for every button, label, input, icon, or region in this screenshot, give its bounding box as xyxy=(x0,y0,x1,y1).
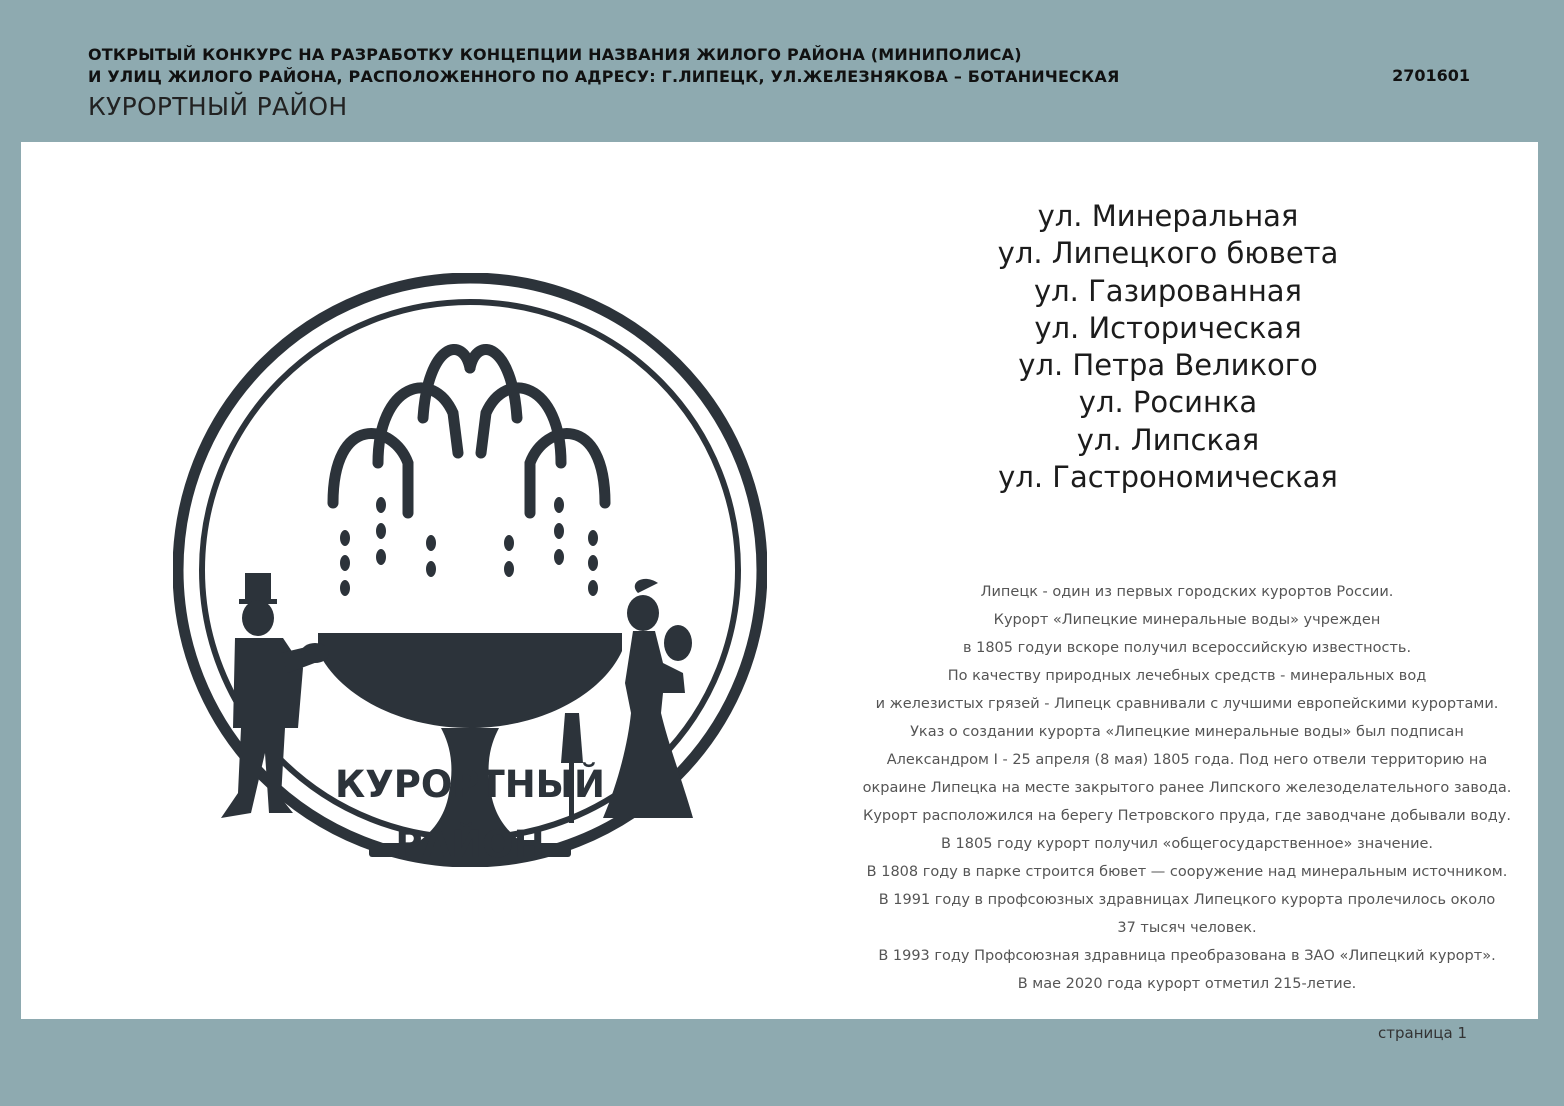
street-name: ул. Липская xyxy=(1076,422,1260,457)
description-line: и железистых грязей - Липецк сравнивали с лучшими европейскими курортами. xyxy=(875,696,1499,712)
description-line: Курорт «Липецкие минеральные воды» учрежден xyxy=(993,612,1381,628)
header xyxy=(88,44,1478,121)
street-name: ул. Минеральная xyxy=(1037,199,1299,233)
emblem-text-line1: КУРОРТНЫЙ xyxy=(335,763,605,806)
description-line: По качеству природных лечебных средств - минеральных вод xyxy=(947,668,1427,684)
description-line: Указ о создании курорта «Липецкие минеральные воды» был подписан xyxy=(910,724,1464,740)
description-line: Александром I - 25 апреля (8 мая) 1805 года. Под него отвели территорию на xyxy=(886,752,1488,768)
description-line: Липецк - один из первых городских курортов России. xyxy=(980,584,1394,600)
street-name: ул. Гастрономическая xyxy=(998,460,1338,495)
street-name: ул. Липецкого бювета xyxy=(997,236,1339,271)
content-panel xyxy=(21,142,1538,1019)
fountain-emblem-icon xyxy=(173,273,767,867)
description-line: окраине Липецка на месте закрытого ранее Липского железоделательного завода. xyxy=(862,780,1512,796)
street-name: ул. Петра Великого xyxy=(1018,348,1318,383)
description-line: В 1991 году в профсоюзных здравницах Липецкого курорта пролечилось около xyxy=(878,892,1496,908)
project-code: 2701601 xyxy=(1392,66,1470,85)
header-subtitle: КУРОРТНЫЙ РАЙОН xyxy=(88,92,348,121)
description-line: Курорт расположился на берегу Петровского пруда, где заводчане добывали воду. xyxy=(863,808,1511,824)
street-name: ул. Росинка xyxy=(1078,385,1258,420)
street-name: ул. Историческая xyxy=(1034,310,1302,345)
description-line: В мае 2020 года курорт отметил 215-летие. xyxy=(1017,976,1357,992)
description-line: В 1808 году в парке строится бювет — сооружение над минеральным источником. xyxy=(866,864,1508,880)
description-line: В 1993 году Профсоюзная здравница преобразована в ЗАО «Липецкий курорт». xyxy=(878,948,1496,964)
emblem-text-line2: РАЙОН xyxy=(395,823,545,866)
description-line: В 1805 году курорт получил «общегосударственное» значение. xyxy=(940,836,1434,852)
street-names-list xyxy=(901,198,1435,496)
street-name: ул. Газированная xyxy=(1033,273,1302,308)
history-description xyxy=(778,578,1564,998)
header-title-line1: ОТКРЫТЫЙ КОНКУРС НА РАЗРАБОТКУ КОНЦЕПЦИИ НАЗВАНИЯ ЖИЛОГО РАЙОНА (МИНИПОЛИСА) xyxy=(88,45,1022,64)
description-line: 37 тысяч человек. xyxy=(1117,920,1257,936)
header-title-line2: И УЛИЦ ЖИЛОГО РАЙОНА, РАСПОЛОЖЕННОГО ПО АДРЕСУ: Г.ЛИПЕЦК, УЛ.ЖЕЛЕЗНЯКОВА – БОТАНИЧЕСКАЯ xyxy=(88,67,1120,86)
description-line: в 1805 годуи вскоре получил всероссийскую известность. xyxy=(962,640,1412,656)
page-number: страница 1 xyxy=(1378,1024,1467,1042)
